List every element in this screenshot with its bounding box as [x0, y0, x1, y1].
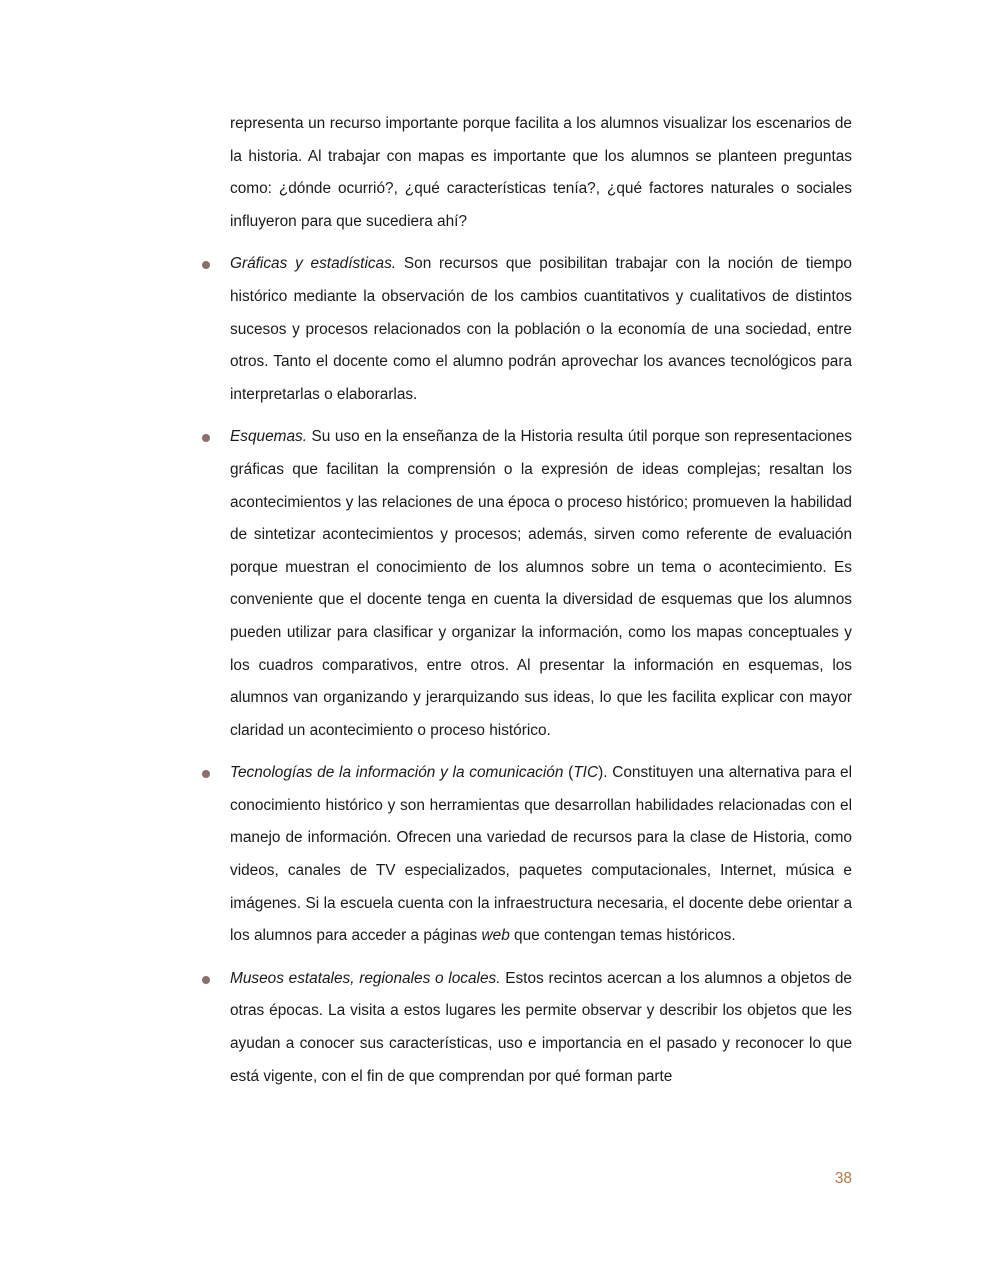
term-esquemas: Esquemas.	[230, 428, 307, 446]
bullet-icon	[202, 434, 210, 442]
paren-open: (	[563, 764, 574, 782]
body-text	[230, 108, 852, 1103]
text-esquemas: Su uso en la enseñanza de la Historia resulta útil porque son representaciones gráficas que facilitan la comprensión o la expresión de ideas complejas; resaltan los acontecimientos y las relaciones de una época o proceso histórico; promueven la habilidad de sintetizar acontecimientos y procesos; además, sirven como referente de evaluación porque muestran el conocimiento de los alumnos sobre un tema o acontecimiento. Es conveniente que el docente tenga en cuenta la diversidad de esquemas que los alumnos pueden utilizar para clasificar y organizar la información, como los mapas conceptuales y los cuadros comparativos, entre otros. Al presentar la información en esquemas, los alumnos van organizando y jerarquizando sus ideas, lo que les facilita explicar con mayor claridad un acontecimiento o proceso histórico.	[230, 428, 852, 739]
bullet-icon	[202, 976, 210, 984]
bullet-icon	[202, 770, 210, 778]
list-item-museos	[230, 963, 852, 1093]
term-museos: Museos estatales, regionales o locales.	[230, 969, 501, 987]
text-graficas: Son recursos que posibilitan trabajar con la noción de tiempo histórico mediante la observación de los cambios cuantitativos y cualitativos de distintos sucesos y procesos relacionados con la población o la economía de una sociedad, entre otros. Tanto el docente como el alumno podrán aprovechar los avances tecnológicos para interpretarlas o elaborarlas.	[230, 255, 852, 403]
web-word: web	[481, 927, 510, 945]
abbr-tic: TIC	[573, 764, 599, 782]
term-graficas: Gráficas y estadísticas.	[230, 255, 397, 273]
list-item-esquemas	[230, 421, 852, 747]
list-item-tic	[230, 757, 852, 953]
text-museos: Estos recintos acercan a los alumnos a objetos de otras épocas. La visita a estos lugares les permite observar y describir los objetos que les ayudan a conocer sus características, uso e importancia en el pasado y reconocer lo que está vigente, con el fin de que comprendan por qué forman parte	[230, 969, 852, 1085]
text-tic-before: Constituyen una alternativa para el conocimiento histórico y son herramientas que desarrollan habilidades relacionadas con el manejo de información. Ofrecen una variedad de recursos para la clase de Historia, como videos, canales de TV especializados, paquetes computacionales, Internet, música e imágenes. Si la escuela cuenta con la infraestructura necesaria, el docente debe orientar a los alumnos para acceder a páginas	[230, 764, 853, 945]
text-tic-after: que contengan temas históricos.	[509, 927, 736, 945]
bullet-icon	[202, 261, 210, 269]
intro-text: representa un recurso importante porque facilita a los alumnos visualizar los escenarios de la historia. Al trabajar con mapas es importante que los alumnos se planteen preguntas como: ¿dónde ocurrió?, ¿qué características tenía?, ¿qué factores naturales o sociales influyeron para que sucediera ahí?	[230, 115, 852, 230]
list-item-graficas	[230, 248, 852, 411]
page-number: 38	[834, 1170, 852, 1187]
paren-close: ).	[598, 764, 608, 782]
intro-paragraph	[230, 108, 852, 238]
term-tic: Tecnologías de la información y la comunicación	[230, 764, 564, 782]
